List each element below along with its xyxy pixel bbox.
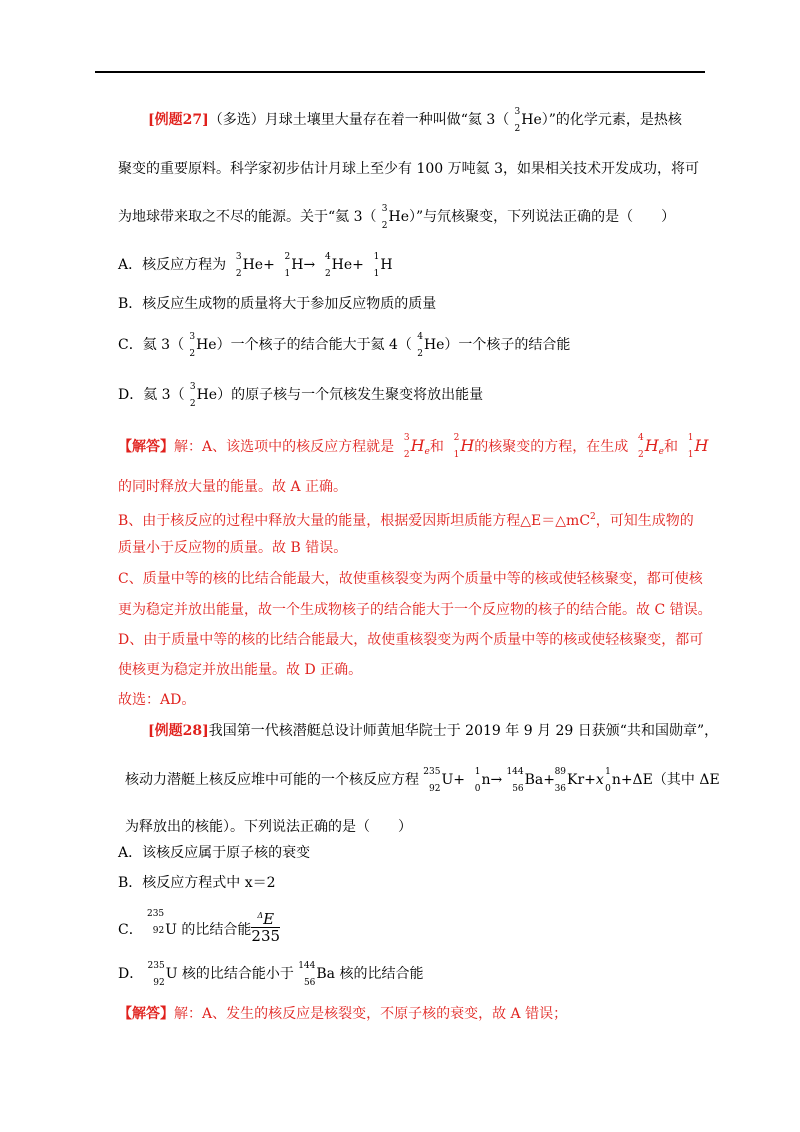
ex27-line2: 聚变的重要原料。科学家初步估计月球上至少有 100 万吨氦 3，如果相关技术开发成功，将可: [118, 161, 699, 177]
ex27-option-d: D．氦 3（ 3 2 He）的原子核与一个氘核发生聚变将放出能量: [118, 382, 484, 409]
ex27-answer-line1: 【解答】解：A、该选项中的核反应方程就是 3 2 $H_e$和 2 1 H的核聚变的方程，在生成 4 2 $H_e$和 1 1 H: [118, 433, 709, 460]
ex28-answer-line1: 【解答】解：A、发生的核反应是核裂变，不原子核的衰变，故 A 错误；: [118, 1006, 568, 1022]
answer-label: 【解答】: [118, 439, 174, 455]
ex27-answer-line3: B、由于核反应的过程中释放大量的能量，根据爱因斯坦质能方程$\triangle E=\triangle mC^2$，可知生成物的: [118, 512, 694, 529]
h2-nuclide: 2 1: [284, 252, 291, 279]
he4-nuclide: 4 2: [417, 332, 423, 359]
header-rule: [95, 71, 705, 73]
ex28-line3: 为释放出的核能）。下列说法正确的是（ ）: [125, 819, 412, 835]
binding-energy-fraction: $\frac{^\Delta E}{235}$: [251, 910, 281, 945]
ex27-option-a: A．核反应方程为 3 2 He+ 2 1 H→ 4 2 He+ 1 1 H: [118, 252, 393, 279]
ex27-answer-line9: 故选：AD。: [118, 692, 196, 708]
u235-nuclide: 235 92: [147, 961, 165, 988]
ex27-answer-line6: 更为稳定并放出能量，故一个生成物核子的结合能大于一个反应物的核子的结合能。故 C 错误。: [118, 602, 712, 618]
ex28-line2: 核动力潜艇上核反应堆中可能的一个核反应方程 235 92 U+ 1 0 n→ 144 56 Ba+ 89 36 Kr+x 1 0 n+ΔE（其中 ΔE: [125, 767, 720, 794]
ex28-option-a: A．该核反应属于原子核的衰变: [118, 845, 311, 861]
he3-nuclide: 3 2: [189, 332, 196, 359]
ex27-answer-line5: C、质量中等的核的比结合能最大，故使重核裂变为两个质量中等的核或使轻核聚变，都可使核: [118, 571, 703, 587]
ex27-answer-line4: 质量小于反应物的质量。故 B 错误。: [118, 540, 348, 556]
ex27-line1: [例题27]（多选）月球土壤里大量存在着一种叫做“氦 3（ 3 2 He）”的化学元素，是热核: [148, 107, 682, 134]
he4-nuclide: 4 2: [637, 433, 644, 460]
ex28-label: [例题28]: [148, 723, 209, 739]
ex27-line3: 为地球带来取之不尽的能源。关于“氦 3（ 3 2 He）”与氘核聚变，下列说法正确的是（ ）: [118, 204, 676, 231]
ba144-nuclide: 144 56: [298, 961, 316, 988]
h2-nuclide: 2 1: [453, 433, 460, 460]
ex27-answer-line8: 使核更为稳定并放出能量。故 D 正确。: [118, 662, 363, 678]
he3-nuclide: 3 2: [189, 382, 196, 409]
h1-nuclide: 1 1: [687, 433, 694, 460]
ex28-option-b: B．核反应方程式中 x＝2: [118, 875, 276, 891]
ex27-option-c: C．氦 3（ 3 2 He）一个核子的结合能大于氦 4（ 4 2 He）一个核子的结合能: [118, 332, 571, 359]
neutron-nuclide: 1 0: [605, 767, 611, 794]
neutron-nuclide: 1 0: [474, 767, 481, 794]
ba144-nuclide: 144 56: [506, 767, 524, 794]
u235-nuclide: 235 92: [146, 909, 165, 936]
ex27-answer-line7: D、由于质量中等的核的比结合能最大，故使重核裂变为两个质量中等的核或使轻核聚变，都可: [118, 632, 704, 648]
ex27-option-b: B．核反应生成物的质量将大于参加反应物质的质量: [118, 296, 437, 312]
he3-nuclide: 3 2: [514, 107, 521, 134]
he3-nuclide: 3 2: [403, 433, 410, 460]
ex27-label: [例题27]: [148, 112, 209, 128]
u235-nuclide: 235 92: [423, 767, 441, 794]
ex28-option-c: C． 235 92 U 的比结合能 $\frac{^\Delta E}{235}$: [118, 909, 281, 945]
h1-nuclide: 1 1: [373, 252, 380, 279]
he3-nuclide: 3 2: [235, 252, 242, 279]
ex28-option-d: D． 235 92 U 核的比结合能小于 144 56 Ba 核的比结合能: [118, 961, 424, 988]
ex27-answer-line2: 的同时释放大量的能量。故 A 正确。: [118, 479, 348, 495]
answer-label: 【解答】: [118, 1006, 174, 1022]
he3-nuclide: 3 2: [381, 204, 388, 231]
ex28-line1: [例题28]我国第一代核潜艇总设计师黄旭华院士于 2019 年 9 月 29 日获颁“共和国勋章”，: [148, 723, 719, 739]
kr89-nuclide: 89 36: [554, 767, 567, 794]
he4-nuclide: 4 2: [324, 252, 331, 279]
